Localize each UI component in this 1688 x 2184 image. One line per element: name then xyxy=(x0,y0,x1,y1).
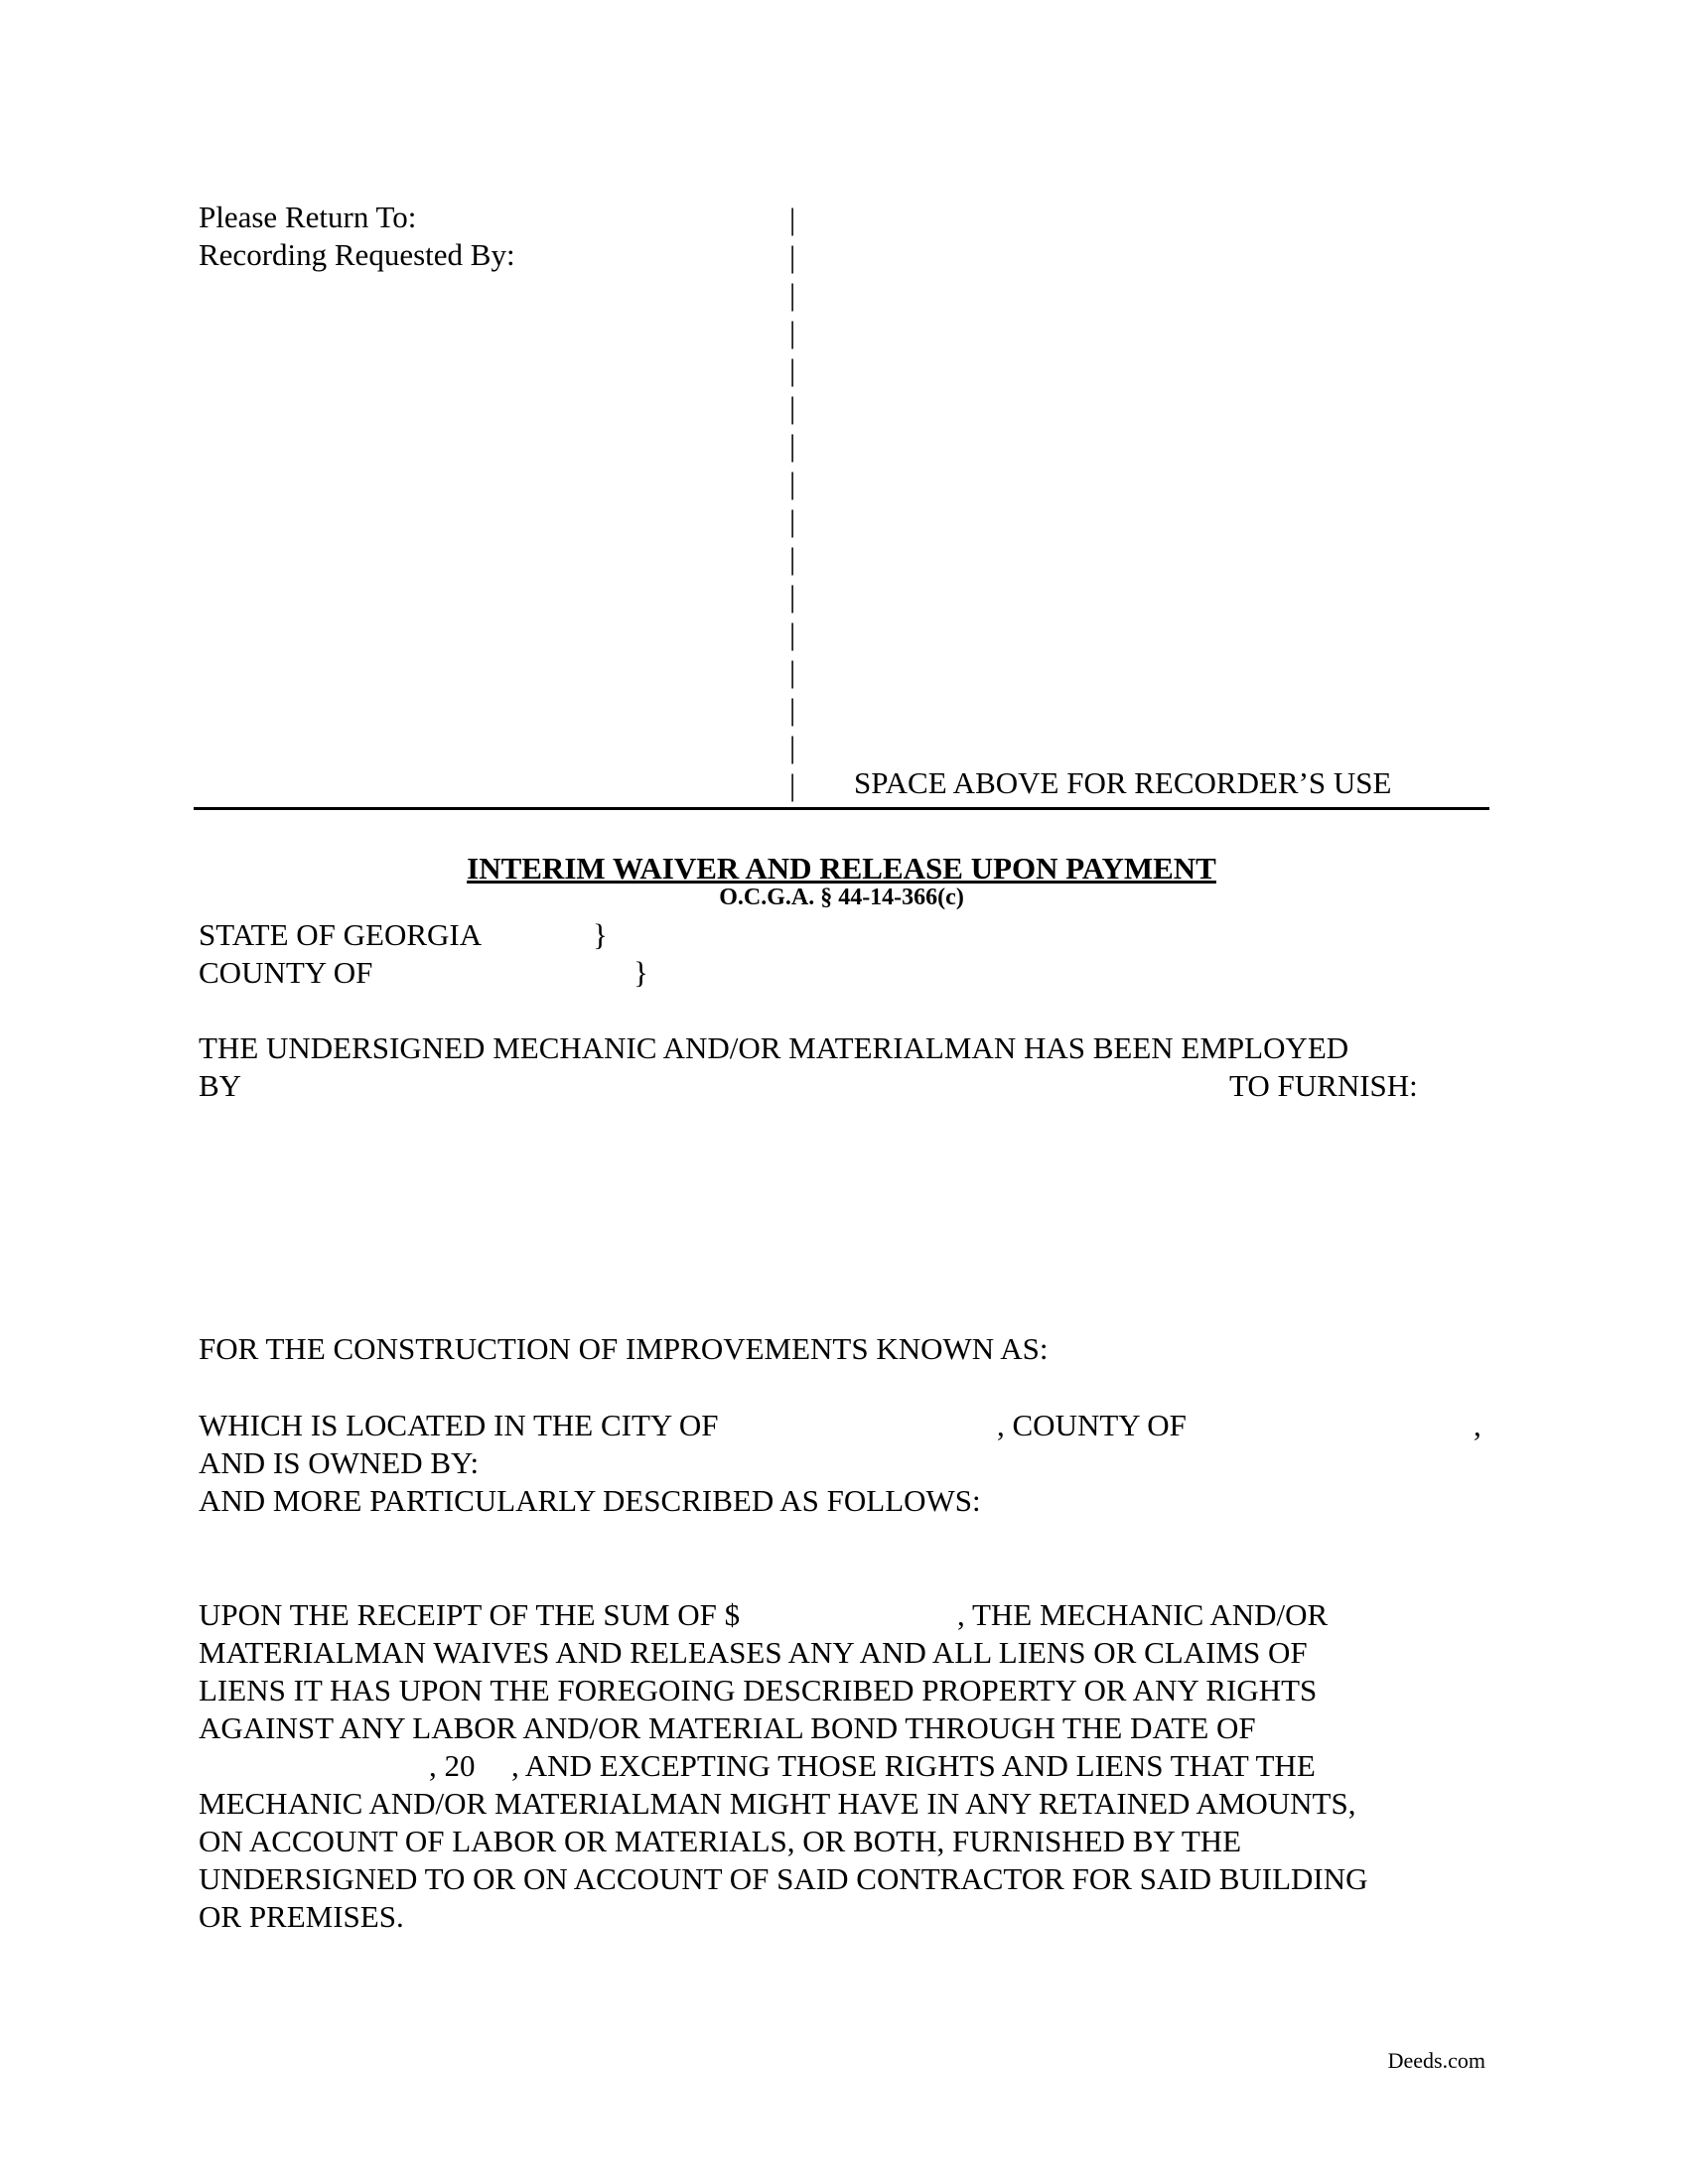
receipt-rest: , THE MECHANIC AND/OR xyxy=(957,1597,1329,1632)
construction-line: FOR THE CONSTRUCTION OF IMPROVEMENTS KNOWN AS: xyxy=(199,1331,1049,1366)
divider-bar: | xyxy=(789,654,796,689)
header-rule xyxy=(194,807,1489,810)
divider-bar: | xyxy=(789,541,796,576)
state-brace: } xyxy=(593,917,608,952)
to-furnish-label: TO FURNISH: xyxy=(1229,1068,1418,1103)
form-title: INTERIM WAIVER AND RELEASE UPON PAYMENT xyxy=(467,851,1216,886)
located-county-label: , COUNTY OF xyxy=(997,1408,1187,1442)
divider-bar: | xyxy=(789,315,796,349)
described-label: AND MORE PARTICULARLY DESCRIBED AS FOLLOWS: xyxy=(199,1483,981,1518)
county-brace: } xyxy=(633,955,648,990)
waiver-line: LIENS IT HAS UPON THE FOREGOING DESCRIBED PROPERTY OR ANY RIGHTS xyxy=(199,1673,1318,1707)
closing-line: ON ACCOUNT OF LABOR OR MATERIALS, OR BOTH, FURNISHED BY THE xyxy=(199,1824,1242,1858)
date-rest: , AND EXCEPTING THOSE RIGHTS AND LIENS THAT THE xyxy=(511,1748,1316,1783)
statute-reference: O.C.G.A. § 44-14-366(c) xyxy=(719,885,964,910)
recorder-divider xyxy=(789,201,809,804)
closing-line: MECHANIC AND/OR MATERIALMAN MIGHT HAVE IN ANY RETAINED AMOUNTS, xyxy=(199,1786,1356,1821)
divider-bar: | xyxy=(789,579,796,614)
divider-bar: | xyxy=(789,390,796,425)
footer-brand: Deeds.com xyxy=(1387,2048,1485,2073)
divider-bar: | xyxy=(789,239,796,274)
return-to-label: Please Return To: xyxy=(199,200,417,234)
divider-bar: | xyxy=(789,352,796,387)
receipt-sum-label: UPON THE RECEIPT OF THE SUM OF $ xyxy=(199,1597,741,1632)
employed-by-label: BY xyxy=(199,1068,242,1103)
owned-by-label: AND IS OWNED BY: xyxy=(199,1445,480,1480)
divider-bar: | xyxy=(789,202,796,236)
date-year-label: , 20 xyxy=(429,1748,476,1783)
closing-line: UNDERSIGNED TO OR ON ACCOUNT OF SAID CONTRACTOR FOR SAID BUILDING xyxy=(199,1861,1368,1896)
divider-bar: | xyxy=(789,692,796,727)
divider-bar: | xyxy=(789,277,796,312)
divider-bar: | xyxy=(789,466,796,500)
employed-line: THE UNDERSIGNED MECHANIC AND/OR MATERIALMAN HAS BEEN EMPLOYED xyxy=(199,1030,1349,1065)
recording-requested-label: Recording Requested By: xyxy=(199,237,515,272)
divider-bar: | xyxy=(789,428,796,463)
divider-bar: | xyxy=(789,616,796,651)
waiver-line: AGAINST ANY LABOR AND/OR MATERIAL BOND THROUGH THE DATE OF xyxy=(199,1710,1256,1745)
divider-bar: | xyxy=(789,767,796,802)
waiver-line: MATERIALMAN WAIVES AND RELEASES ANY AND ALL LIENS OR CLAIMS OF xyxy=(199,1635,1308,1670)
located-city-label: WHICH IS LOCATED IN THE CITY OF xyxy=(199,1408,719,1442)
county-trailing-comma: , xyxy=(1474,1408,1481,1442)
divider-bar: | xyxy=(789,503,796,538)
divider-bar: | xyxy=(789,730,796,764)
closing-line: OR PREMISES. xyxy=(199,1899,404,1934)
state-label: STATE OF GEORGIA xyxy=(199,917,483,952)
county-label: COUNTY OF xyxy=(199,955,373,990)
recorder-space-label: SPACE ABOVE FOR RECORDER’S USE xyxy=(854,765,1392,800)
